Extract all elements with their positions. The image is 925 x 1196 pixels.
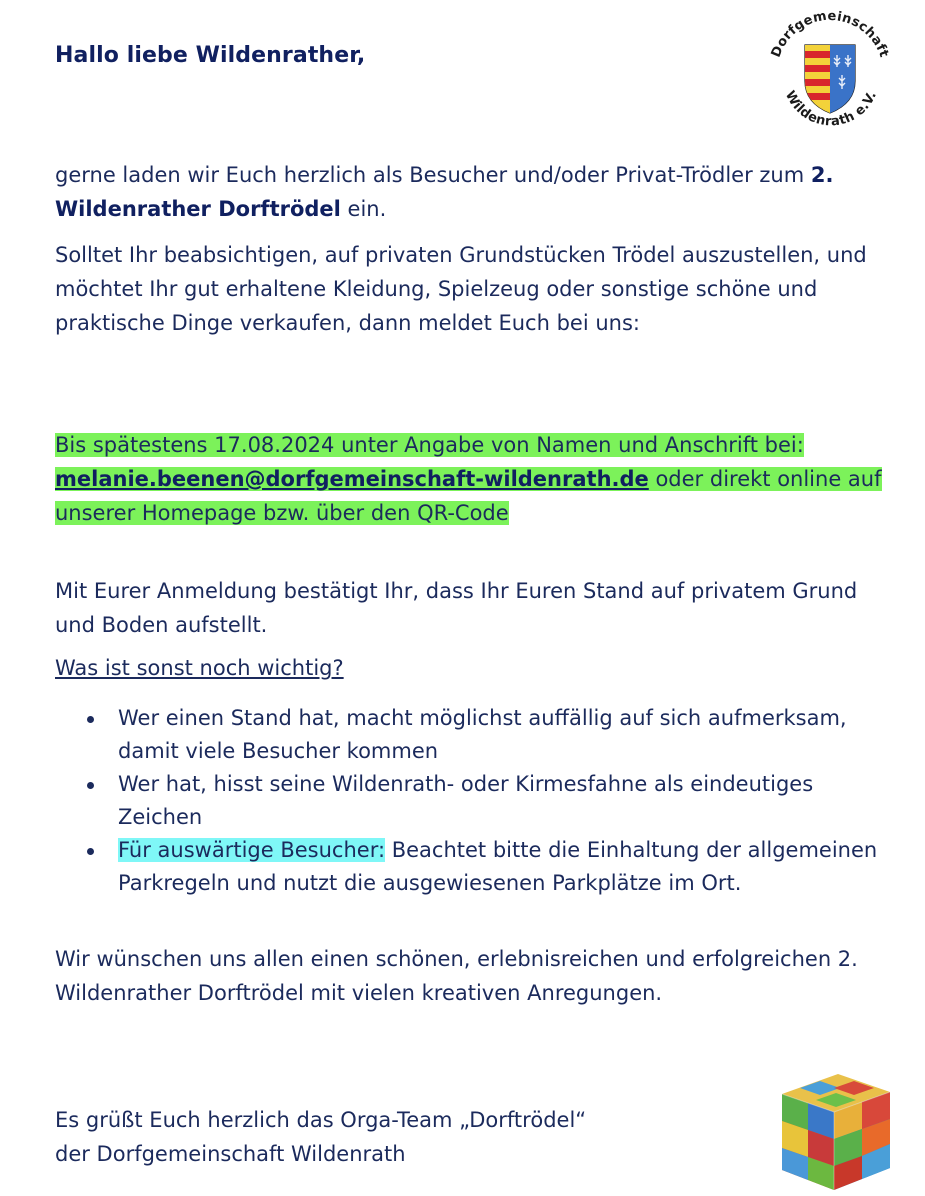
event-name: 2. Wildenrather Dorftrödel [55,163,834,221]
important-heading: Was ist sonst noch wichtig? [55,656,344,680]
bullet-icon [87,716,94,723]
intro-text-end: ein. [340,197,387,221]
invitation-paragraph: Solltet Ihr beabsichtigen, auf privaten Grundstücken Trödel auszustellen, und möchtet Ihr gut erhaltene Kleidung, Spielzeug oder sonstige schöne und praktische Dinge verkaufen, dann meldet Euch bei uns: [55,243,867,335]
list-item-text: Beachtet bitte die Einhaltung der allgemeinen Parkregeln und nutzt die ausgewiesenen Parkplätze im Ort. [118,838,878,895]
bullet-icon [87,782,94,789]
closing [55,1103,815,1171]
closing-line: Es grüßt Euch herzlich das Orga-Team „Dorftrödel“ [55,1108,587,1132]
list-item-text: Wer hat, hisst seine Wildenrath- oder Kirmesfahne als eindeutiges Zeichen [118,772,814,829]
wishes-paragraph: Wir wünschen uns allen einen schönen, erlebnisreichen und erfolgreichen 2. Wildenrather Dorftrödel mit vielen kreativen Anregungen. [55,947,858,1005]
intro-paragraph [55,158,895,226]
email-link[interactable]: melanie.beenen@dorfgemeinschaft-wildenrath.de [55,467,649,491]
deadline-text: Bis spätestens 17.08.2024 unter Angabe von Namen und Anschrift bei: [55,433,804,457]
list-item [55,768,895,834]
greeting-heading: Hallo liebe Wildenrather, [55,43,366,68]
svg-text:Dorfgemeinschaft: Dorfgemeinschaft [768,8,892,60]
bullet-icon [87,848,94,855]
puzzle-cube-icon [770,1072,900,1192]
list-item [55,702,895,768]
confirmation-paragraph: Mit Eurer Anmeldung bestätigt Ihr, dass Ihr Euren Stand auf privatem Grund und Boden aufstellt. [55,579,858,637]
registration-info [55,428,895,530]
closing-line: der Dorfgemeinschaft Wildenrath [55,1142,406,1166]
online-text: oder direkt online auf unserer Homepage bzw. über den QR-Code [55,467,882,525]
svg-text:Wildenrath e.V.: Wildenrath e.V. [781,88,880,130]
important-list [55,702,895,900]
list-item [55,834,895,900]
dorfgemeinschaft-logo [755,3,905,141]
visitor-highlight: Für auswärtige Besucher: [118,838,386,862]
list-item-text: Wer einen Stand hat, macht möglichst auffällig auf sich aufmerksam, damit viele Besucher kommen [118,706,847,763]
coat-of-arms-icon [805,45,855,115]
intro-text: gerne laden wir Euch herzlich als Besucher und/oder Privat-Trödler zum [55,163,811,187]
